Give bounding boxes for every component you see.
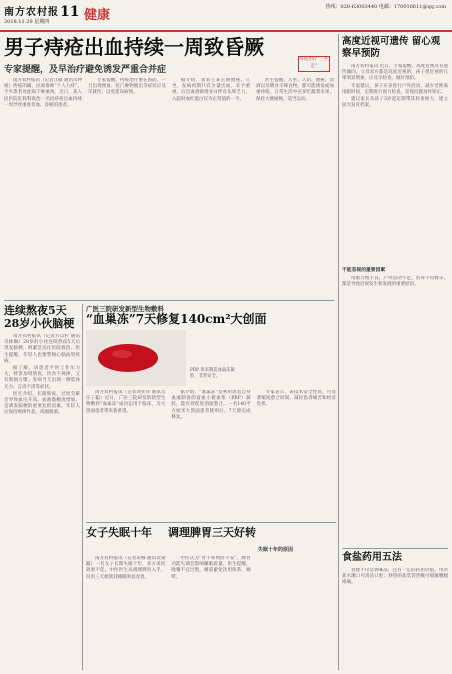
paragraph: 南方农村报讯（记者朱娜 通讯员梁颖）一名女子长期失眠十年，多方求医效果不佳。中医医生从调理脾胃入手，仅用三天便使其睡眠明显改善。 <box>86 556 166 580</box>
newspaper-logo: 南方农村报 <box>4 7 59 18</box>
gel-photo <box>86 330 186 386</box>
paragraph: 食盐不仅是调味品，还有一定的药用价值。用淡盐水漱口可清洁口腔；炒热的盐装袋热敷可缓解腰腿疼痛。 <box>342 568 448 586</box>
right-section-label: 不能忽视的重要因素 <box>342 267 386 273</box>
paragraph: 医生提醒，久坐、久站、便秘、饮酒以及嗜食辛辣食物，都可能诱发或加重痔疮。日常生活中应多吃蔬菜水果，保持大便通畅，适当运动。 <box>256 78 334 102</box>
masthead <box>0 0 452 32</box>
main-subhead: 专家提醒，及早治疗避免诱发严重合并症 <box>4 65 167 75</box>
paragraph: 专家建议，孩子应多进行户外活动，减少近距离用眼时间，定期进行视力检查，发现问题及时矫正。 <box>342 83 448 95</box>
horizontal-rule <box>342 548 448 549</box>
paragraph: 专家提醒，痔疮治疗重在预防，一旦出现便血、肛门肿物脱出等症状应及早就医，以免延误病情。 <box>88 78 166 96</box>
left-story-body <box>4 334 80 670</box>
paragraph: 建议家长从孩子3岁起定期带其检查视力，建立屈光发育档案。 <box>342 97 448 109</box>
paragraph: 南方农村报讯 近日，专家提醒，高度近视具有遗传倾向，父母双方都是高度近视的，孩子患近视的几率明显增加，应及早检查，做好预防。 <box>342 64 448 82</box>
image-caption: PRP 用来制造血巢冻凝胶，非常安全。 <box>190 368 235 379</box>
horizontal-rule <box>4 300 334 301</box>
right-headline: 高度近视可遗传 留心观察早预防 <box>342 36 441 59</box>
left-headline: 连续熬夜5天 28岁小伙脑梗 <box>4 304 75 330</box>
paragraph: 用眼习惯不良、户外活动不足、营养不均衡等，都是导致近视发生和发展的重要原因。 <box>342 276 448 288</box>
tips-body <box>342 568 448 670</box>
center-kicker: 广医三院研发新型生物敷料 <box>86 305 164 313</box>
bottom-headline-right: 调理脾胃三天好转 <box>168 526 256 539</box>
paragraph: 南方农村报讯（记者江敏 通讯员钟娟）痔疮的确，民间俗称“十人九痔”，不少患者对此病不够重视。近日，某人民医院肛肠科收治一名因痔疮出血持续一周导致重度贫血、昏厥的患者。 <box>4 78 82 108</box>
paragraph: 专家表示，该技术安全性高，可显著缩短愈合时间，减轻患者痛苦和经济负担。 <box>256 390 336 408</box>
center-story-body <box>86 390 336 518</box>
main-story-body <box>4 78 334 270</box>
column-rule <box>338 34 339 670</box>
column-rule <box>82 304 83 670</box>
paragraph: 据了解，该患者平时工作压力大，经常加班熬夜，饮食不规律，又有吸烟习惯。发病当天出现一侧肢体无力、言语不清等症状。 <box>4 366 80 390</box>
main-headline: 男子痔疮出血持续一周致昏厥 <box>4 35 264 59</box>
bottom-headline-left: 女子失眠十年 <box>86 526 152 539</box>
page-number: 11 <box>60 4 80 20</box>
red-gel-image <box>86 330 186 386</box>
bottom-story-body <box>86 556 336 670</box>
right-story-body <box>342 64 448 260</box>
bottom-sub-label: 失眠十年的原因 <box>258 547 294 553</box>
paragraph: 据介绍，患者王某长期便秘、久坐，发病初期只有少量出血，未予重视，后出血逐渐增多并伴有头晕乏力，入院时血红蛋白仅为正常值的一半。 <box>172 78 250 102</box>
paragraph: 南方农村报讯（记者方以柠 通讯员林琳）28岁的小伙连续熬夜5天后突发脑梗，被紧急送往医院救治。医生提醒，年轻人也要警惕心脑血管疾病。 <box>4 334 80 364</box>
paragraph: 医生介绍，长期熬夜、过度劳累会导致血压升高、血液黏稠度增加，是诱发脑梗的重要危险因素。年轻人应保持规律作息，戒烟限酒。 <box>4 391 80 416</box>
paragraph: 据介绍，“血巢冻”是利用患者自身血液制备的富血小板血浆（PRP）凝胶，能有效促进创面愈合。一名140平方厘米大创面患者使用后，7天即完成修复。 <box>171 390 251 420</box>
box-label: 痔疮治疗“三步走” <box>298 56 330 72</box>
paragraph: 中医认为“胃不和则卧不安”，脾胃功能失调会影响睡眠质量。医生提醒，晚餐不宜过饱，睡前避免饮用浓茶、咖啡。 <box>171 556 251 580</box>
center-headline: “血巢冻”7天修复140cm²大创面 <box>86 312 267 326</box>
section-title: 健康 <box>84 8 111 23</box>
hotline-info: 热线：020-63003440 电邮：170016611@qq.com <box>325 4 446 10</box>
tips-title: 食盐药用五法 <box>342 552 402 563</box>
right-section-body <box>342 276 448 512</box>
paragraph: 南方农村报讯（记者刘亚洋 通讯员汪子聪）近日，广医三院研发的新型生物敷料“血巢冻”成功运用于临床，为大创面患者带来新希望。 <box>86 390 166 414</box>
issue-date: 2018.11.29 星期四 <box>4 19 50 25</box>
horizontal-rule <box>86 522 336 523</box>
